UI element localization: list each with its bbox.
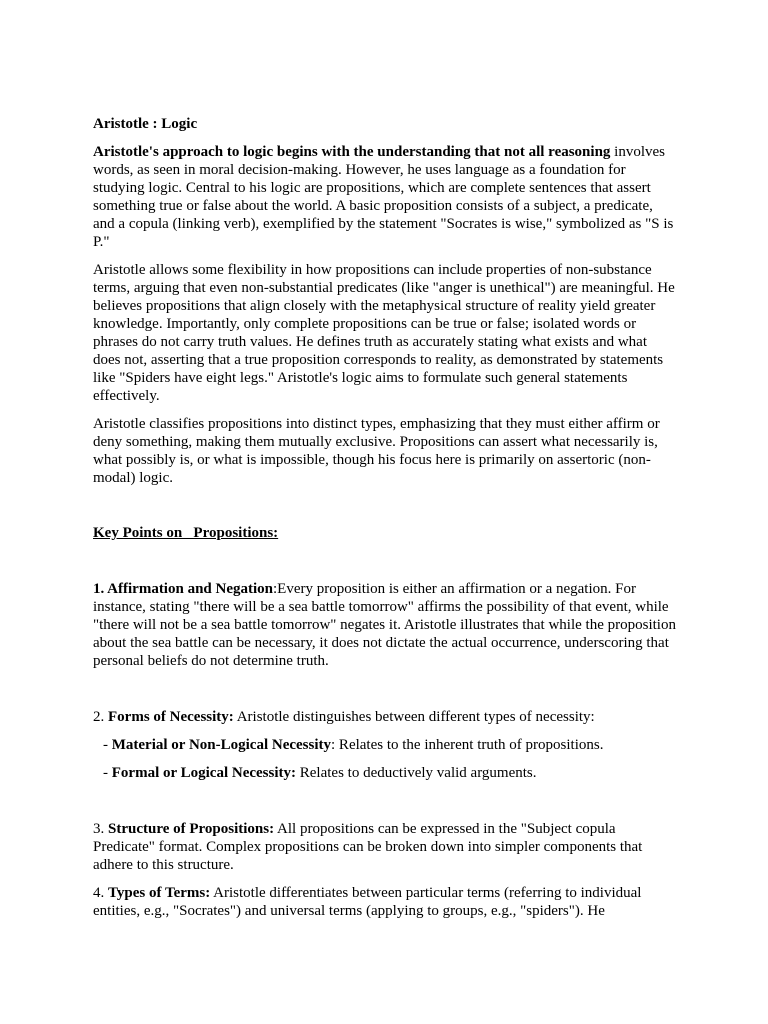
document-title: Aristotle : Logic xyxy=(93,116,198,132)
point-1-text: :Every proposition is either an affirmation or a negation. For instance, stating "there will be a sea battle tomorrow" affirms the possibility of that event, while "there will not be a sea battle tomorrow" negates it. Aristotle illustrates that while the proposition about the sea battle can be necessary, it does not dictate the actual occurrence, underscoring that personal beliefs do not determine truth. xyxy=(93,581,676,669)
point-4-text: Aristotle differentiates between particular terms (referring to individual entities, e.g., "Socrates") and universal terms (applying to groups, e.g., "spiders"). He xyxy=(93,885,642,919)
point-4 xyxy=(93,884,678,920)
intro-paragraph xyxy=(93,143,678,251)
point-4-number: 4. xyxy=(93,885,108,901)
point-2-subitem-material xyxy=(93,736,678,754)
point-2-number: 2. xyxy=(93,709,108,725)
point-1-label: 1. Affirmation and Negation xyxy=(93,581,273,597)
point-3-number: 3. xyxy=(93,821,108,837)
subitem-label: Material or Non-Logical Necessity xyxy=(111,737,332,753)
point-3-text: All propositions can be expressed in the "Subject copula Predicate" format. Complex propositions can be broken down into simpler components that adhere to this structure. xyxy=(93,821,643,873)
paragraph-3: Aristotle classifies propositions into distinct types, emphasizing that they must either affirm or deny something, making them mutually exclusive. Propositions can assert what necessarily is, what possibly is, or what is impossible, though his focus here is primarily on assertoric (non-modal) logic. xyxy=(93,416,660,486)
section-heading: Key Points on Propositions: xyxy=(93,525,279,541)
point-2-subitem-formal xyxy=(93,764,678,782)
intro-text: involves words, as seen in moral decision-making. However, he uses language as a foundation for studying logic. Central to his logic are propositions, which are complete sentences that assert something true or false about the world. A basic proposition consists of a subject, a predicate, and a copula (linking verb), exemplified by the statement "Socrates is wise," symbolized as "S is P." xyxy=(93,144,674,250)
point-3 xyxy=(93,820,678,874)
subitem-label: Formal or Logical Necessity: xyxy=(111,765,297,781)
point-2-label: Forms of Necessity: xyxy=(108,709,234,725)
spacer xyxy=(93,792,678,820)
point-1 xyxy=(93,580,678,670)
subitem-prefix: - xyxy=(103,737,112,753)
intro-lead-bold: Aristotle's approach to logic begins with the understanding that not all reasoning xyxy=(93,144,611,160)
point-4-label: Types of Terms: xyxy=(108,885,211,901)
subitem-text: Relates to deductively valid arguments. xyxy=(296,765,537,781)
spacer xyxy=(93,680,678,708)
subitem-prefix: - xyxy=(103,765,112,781)
point-3-label: Structure of Propositions: xyxy=(108,821,275,837)
point-2 xyxy=(93,708,678,726)
document-page xyxy=(93,115,678,930)
spacer xyxy=(93,542,678,580)
point-2-text: Aristotle distinguishes between different types of necessity: xyxy=(233,709,595,725)
paragraph-2: Aristotle allows some flexibility in how propositions can include properties of non-substance terms, arguing that even non-substantial predicates (like "anger is unethical") are meaningful. He believes propositions that align closely with the metaphysical structure of reality yield greater knowledge. Importantly, only complete propositions can be true or false; isolated words or phrases do not carry truth values. He defines truth as accurately stating what exists and what does not, asserting that a true proposition corresponds to reality, as demonstrated by statements like "Spiders have eight legs." Aristotle's logic aims to formulate such general statements effectively. xyxy=(93,262,675,404)
subitem-text: : Relates to the inherent truth of propositions. xyxy=(331,737,604,753)
